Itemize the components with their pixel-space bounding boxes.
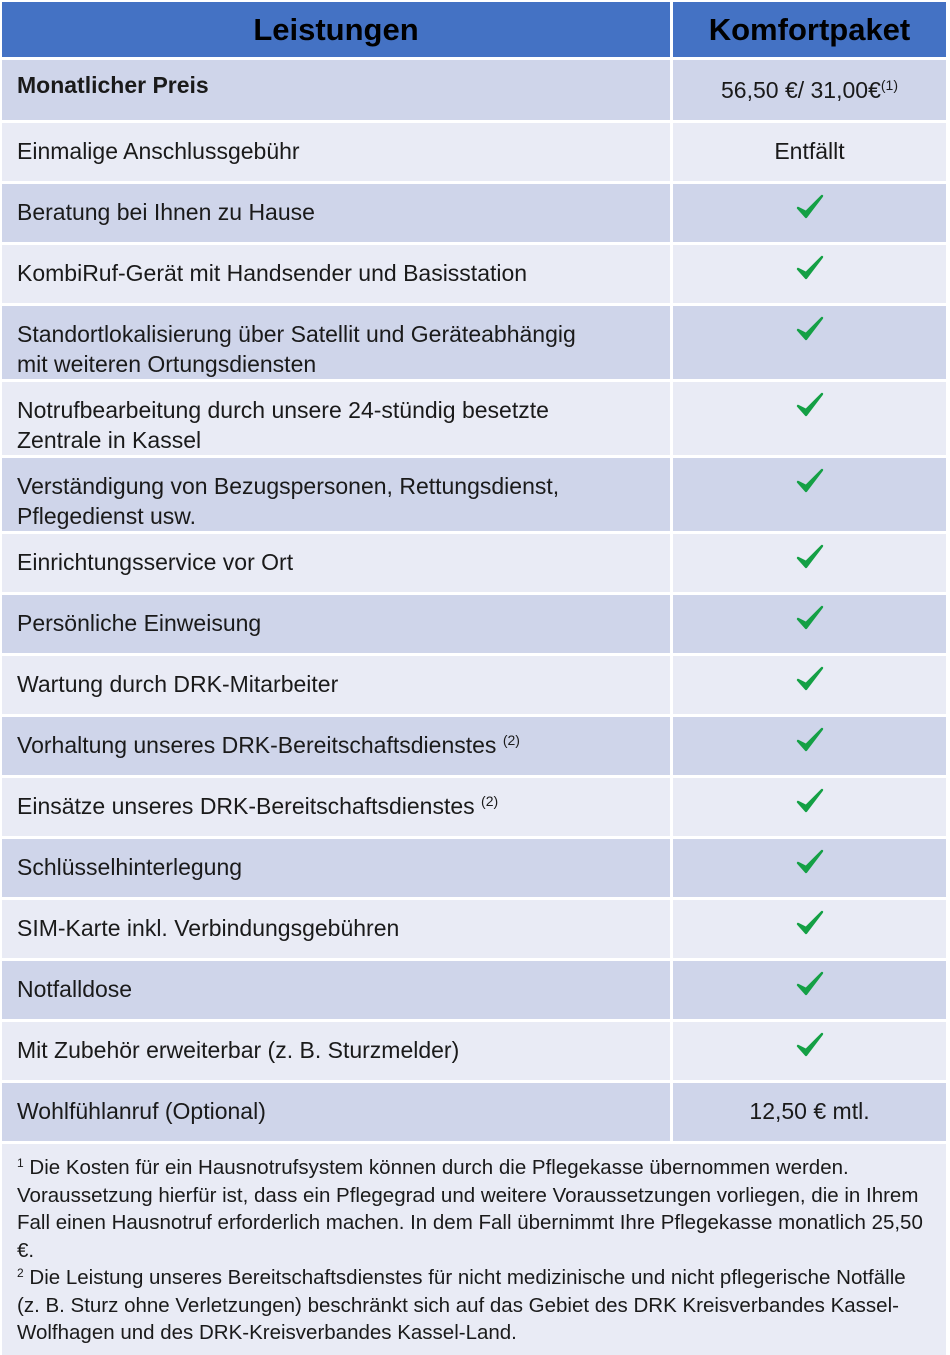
service-label	[17, 458, 670, 531]
package-cell	[673, 382, 946, 458]
service-cell	[2, 306, 673, 382]
package-value-text: 12,50 € mtl.	[749, 1098, 870, 1124]
service-label-text: Wartung durch DRK-Mitarbeiter	[17, 671, 339, 697]
service-cell	[2, 184, 673, 245]
table-row	[2, 900, 946, 961]
service-cell	[2, 123, 673, 184]
checkmark-icon	[796, 193, 824, 221]
package-cell	[673, 184, 946, 245]
service-label-text: Einsätze unseres DRK-Bereitschaftsdienstes	[17, 793, 475, 819]
footnote-ref: (2)	[502, 732, 520, 748]
table-row	[2, 961, 946, 1022]
table-row	[2, 184, 946, 245]
service-cell	[2, 60, 673, 123]
table-row	[2, 382, 946, 458]
footnote-item	[17, 1264, 934, 1347]
service-label-text: Mit Zubehör erweiterbar (z. B. Sturzmelder)	[17, 1037, 460, 1063]
table-header-row	[2, 2, 946, 60]
service-label-text-line2: Zentrale in Kassel	[17, 427, 202, 453]
table-row	[2, 717, 946, 778]
service-label-text: Einrichtungsservice vor Ort	[17, 549, 294, 575]
service-label	[17, 306, 670, 379]
service-label-text: Notrufbearbeitung durch unsere 24-stündig besetzte	[17, 397, 549, 423]
service-label	[17, 184, 670, 227]
checkmark-icon	[796, 787, 824, 815]
footnote-ref: (2)	[481, 793, 499, 809]
checkmark-icon	[796, 254, 824, 282]
package-cell	[673, 778, 946, 839]
package-cell	[673, 123, 946, 184]
service-cell	[2, 458, 673, 534]
table-row	[2, 1022, 946, 1083]
checkmark-icon	[796, 848, 824, 876]
service-label-text: KombiRuf-Gerät mit Handsender und Basisstation	[17, 260, 528, 286]
service-label-text: Wohlfühlanruf (Optional)	[17, 1098, 266, 1124]
service-cell	[2, 245, 673, 306]
package-cell	[673, 1083, 946, 1144]
footnote-text: Die Kosten für ein Hausnotrufsystem können durch die Pflegekasse übernommen werden. Voraussetzung hierfür ist, dass ein Pflegegrad und weitere Voraussetzungen vorliegen, die in Ihrem Fall einen Hausnotruf erforderlich machen. In dem Fall übernimmt Ihre Pflegekasse monatlich 25,50 €.	[17, 1156, 923, 1262]
table-row	[2, 60, 946, 123]
package-cell	[673, 534, 946, 595]
service-label	[17, 123, 670, 166]
header-services: Leistungen	[2, 2, 673, 60]
service-label-text: Vorhaltung unseres DRK-Bereitschaftsdienstes	[17, 732, 497, 758]
service-label	[17, 534, 670, 577]
footnotes	[2, 1144, 946, 1355]
service-cell	[2, 534, 673, 595]
table-row	[2, 595, 946, 656]
checkmark-icon	[796, 391, 824, 419]
package-cell	[673, 900, 946, 961]
footnote-item	[17, 1154, 934, 1264]
table-row	[2, 245, 946, 306]
package-cell	[673, 595, 946, 656]
table-row	[2, 123, 946, 184]
package-value	[673, 1083, 946, 1126]
service-label	[17, 595, 670, 638]
service-cell	[2, 1022, 673, 1083]
footnote-text: Die Leistung unseres Bereitschaftsdienstes für nicht medizinische und nicht pflegerische Notfälle (z. B. Sturz ohne Verletzungen) beschränkt sich auf das Gebiet des DRK Kreisverbandes Kassel-Wolfhagen und des DRK-Kreisverbandes Kassel-Land.	[17, 1266, 906, 1344]
service-label	[17, 839, 670, 882]
checkmark-icon	[796, 1031, 824, 1059]
service-label	[17, 961, 670, 1004]
service-label	[17, 778, 670, 821]
checkmark-icon	[796, 604, 824, 632]
service-label	[17, 382, 670, 455]
package-cell	[673, 306, 946, 382]
package-cell	[673, 458, 946, 534]
checkmark-icon	[796, 665, 824, 693]
checkmark-icon	[796, 467, 824, 495]
package-value-text: 56,50 €/ 31,00€	[721, 77, 881, 103]
package-value	[673, 123, 946, 166]
service-label	[17, 1022, 670, 1065]
service-label	[17, 900, 670, 943]
table-row	[2, 458, 946, 534]
table-row	[2, 534, 946, 595]
package-cell	[673, 245, 946, 306]
service-cell	[2, 717, 673, 778]
package-value-text: Entfällt	[774, 138, 845, 164]
service-label-text: Einmalige Anschlussgebühr	[17, 138, 300, 164]
package-value	[673, 60, 946, 105]
package-cell	[673, 717, 946, 778]
service-label-text-line2: Pflegedienst usw.	[17, 503, 197, 529]
table-row	[2, 306, 946, 382]
service-cell	[2, 961, 673, 1022]
service-label	[17, 656, 670, 699]
service-label	[17, 1083, 670, 1126]
service-label	[17, 717, 670, 760]
service-label-text: Schlüsselhinterlegung	[17, 854, 243, 880]
footnote-mark: 2	[17, 1266, 24, 1280]
package-cell	[673, 656, 946, 717]
service-label-text: SIM-Karte inkl. Verbindungsgebühren	[17, 915, 400, 941]
checkmark-icon	[796, 909, 824, 937]
package-cell	[673, 961, 946, 1022]
service-label-text: Verständigung von Bezugspersonen, Rettungsdienst,	[17, 473, 560, 499]
table-row	[2, 1083, 946, 1144]
checkmark-icon	[796, 543, 824, 571]
service-label-text: Beratung bei Ihnen zu Hause	[17, 199, 315, 225]
service-cell	[2, 778, 673, 839]
checkmark-icon	[796, 970, 824, 998]
service-cell	[2, 900, 673, 961]
service-label-text: Persönliche Einweisung	[17, 610, 262, 636]
service-label-text-line2: mit weiteren Ortungsdiensten	[17, 351, 317, 377]
table-row	[2, 778, 946, 839]
service-cell	[2, 656, 673, 717]
package-cell	[673, 60, 946, 123]
service-label-text: Standortlokalisierung über Satellit und Geräteabhängig	[17, 321, 576, 347]
service-cell	[2, 839, 673, 900]
table-row	[2, 839, 946, 900]
service-label	[17, 60, 670, 100]
service-cell	[2, 595, 673, 656]
table-row	[2, 656, 946, 717]
service-cell	[2, 1083, 673, 1144]
service-cell	[2, 382, 673, 458]
footnote-mark: 1	[17, 1156, 24, 1170]
checkmark-icon	[796, 315, 824, 343]
footnote-ref: (1)	[880, 77, 898, 93]
package-cell	[673, 839, 946, 900]
package-cell	[673, 1022, 946, 1083]
header-package: Komfortpaket	[673, 2, 946, 60]
price-table-container	[2, 2, 946, 1355]
service-label	[17, 245, 670, 288]
service-label-text: Notfalldose	[17, 976, 133, 1002]
service-label-text: Monatlicher Preis	[17, 72, 209, 98]
services-table	[2, 2, 946, 1144]
checkmark-icon	[796, 726, 824, 754]
